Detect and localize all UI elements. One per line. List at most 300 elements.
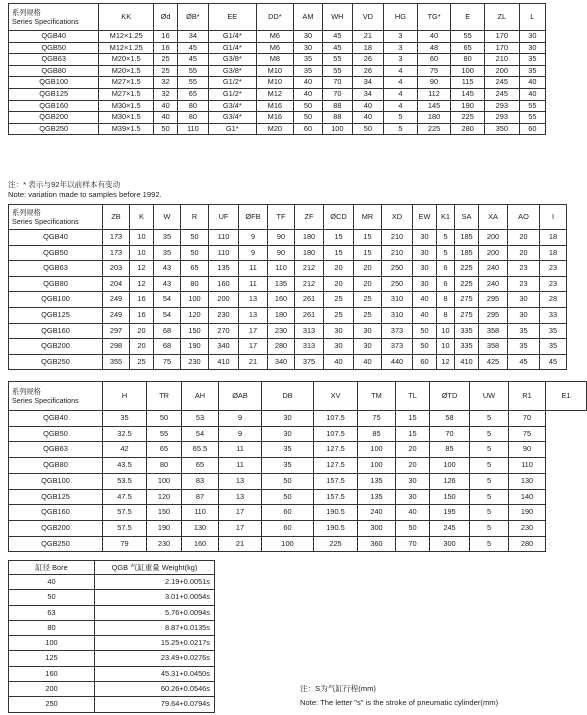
value-cell: M12×1.25 — [99, 31, 154, 43]
value-cell: 11 — [239, 276, 268, 292]
value-cell: 230 — [147, 536, 182, 552]
value-cell: M30×1.5 — [99, 112, 154, 124]
value-cell: 120 — [181, 307, 209, 323]
value-cell: G3/4* — [208, 112, 256, 124]
value-cell: 65 — [178, 88, 208, 100]
value-cell: 65 — [147, 442, 182, 458]
value-cell: 21 — [352, 31, 384, 43]
value-cell: M39×1.5 — [99, 123, 154, 135]
table2-col-header: W — [154, 205, 181, 230]
value-cell: 75 — [509, 426, 546, 442]
table3-col-header: AH — [182, 382, 219, 411]
value-cell: 4 — [384, 65, 418, 77]
value-cell: 83 — [182, 473, 219, 489]
value-cell: 150 — [430, 489, 470, 505]
table2-col-header: UF — [209, 205, 239, 230]
table2-col-header: AO — [508, 205, 540, 230]
model-cell: QGB250 — [9, 354, 103, 370]
value-cell: 4 — [384, 88, 418, 100]
value-cell: 425 — [479, 354, 508, 370]
table3-col-header: TM — [358, 382, 396, 411]
value-cell: M20×1.5 — [99, 65, 154, 77]
value-cell: 80 — [451, 54, 485, 66]
value-cell: 160 — [268, 292, 295, 308]
table1-col-header: VD — [352, 4, 384, 31]
value-cell: 9 — [239, 230, 268, 246]
value-cell: G3/8* — [208, 65, 256, 77]
value-cell: 53 — [182, 411, 219, 427]
value-cell: 30 — [396, 489, 430, 505]
table-row — [9, 54, 546, 66]
series-spec-header — [9, 382, 103, 411]
table2-col-header: XD — [382, 205, 413, 230]
value-cell: 5 — [470, 442, 509, 458]
table1-col-header: AM — [293, 4, 322, 31]
value-cell: G1* — [208, 123, 256, 135]
value-cell: 30 — [413, 276, 437, 292]
bore-cell: 40 — [9, 575, 95, 590]
table1-col-header: ZL — [484, 4, 519, 31]
table-row — [9, 31, 546, 43]
bore-header: 缸径 Bore — [9, 561, 95, 575]
value-cell: 30 — [508, 292, 540, 308]
value-cell: 204 — [103, 276, 130, 292]
value-cell: 110 — [209, 245, 239, 261]
value-cell: 135 — [209, 261, 239, 277]
value-cell: 70 — [396, 536, 430, 552]
value-cell: 60 — [262, 520, 314, 536]
value-cell: 10 — [437, 339, 455, 355]
table2-col-header: R — [181, 205, 209, 230]
dimension-table-2 — [8, 204, 567, 370]
weight-cell: 23.49+0.0276s — [95, 651, 215, 666]
table1-col-header: WH — [323, 4, 352, 31]
value-cell: 32 — [154, 88, 178, 100]
value-cell: 25 — [354, 292, 382, 308]
value-cell: 110 — [268, 261, 295, 277]
value-cell: 195 — [430, 505, 470, 521]
value-cell: 240 — [479, 261, 508, 277]
value-cell: 54 — [154, 307, 181, 323]
value-cell: 373 — [382, 323, 413, 339]
value-cell: G1/2* — [208, 88, 256, 100]
model-cell: QGB63 — [9, 261, 103, 277]
value-cell: 45 — [178, 54, 208, 66]
value-cell: 8 — [437, 307, 455, 323]
value-cell: 15 — [354, 245, 382, 261]
value-cell: 293 — [484, 100, 519, 112]
value-cell: 20 — [130, 339, 154, 355]
value-cell: 280 — [509, 536, 546, 552]
model-cell: QGB40 — [9, 230, 103, 246]
weight-cell: 2.19+0.0051s — [95, 575, 215, 590]
weight-header: QGB 气缸重量 Weight(kg) — [95, 561, 215, 575]
table1-col-header: TG* — [417, 4, 451, 31]
value-cell: 5 — [470, 473, 509, 489]
table1-col-header: Ød — [154, 4, 178, 31]
value-cell: 15 — [324, 230, 354, 246]
value-cell: 20 — [508, 230, 540, 246]
value-cell: 245 — [484, 88, 519, 100]
model-cell: QGB50 — [9, 245, 103, 261]
value-cell: 28 — [540, 292, 567, 308]
value-cell: 230 — [181, 354, 209, 370]
value-cell: 43 — [154, 276, 181, 292]
table-row — [9, 426, 587, 442]
table3-col-header: E1 — [546, 382, 587, 411]
value-cell: 180 — [417, 112, 451, 124]
weight-cell: 5.76+0.0094s — [95, 605, 215, 620]
model-cell: QGB125 — [9, 88, 99, 100]
value-cell: 110 — [209, 230, 239, 246]
value-cell: 157.5 — [314, 489, 358, 505]
value-cell: 80 — [178, 112, 208, 124]
value-cell: 55 — [519, 100, 545, 112]
value-cell: 57.5 — [103, 520, 147, 536]
value-cell: 100 — [147, 473, 182, 489]
value-cell: 40 — [413, 307, 437, 323]
bore-cell: 200 — [9, 682, 95, 697]
model-cell: QGB160 — [9, 505, 103, 521]
value-cell: 35 — [103, 411, 147, 427]
value-cell: 75 — [417, 65, 451, 77]
value-cell: 88 — [323, 100, 352, 112]
table-row — [9, 88, 546, 100]
value-cell: 25 — [324, 292, 354, 308]
weight-header-row — [9, 561, 215, 575]
value-cell: 50 — [262, 473, 314, 489]
value-cell: 50 — [147, 411, 182, 427]
value-cell: G3/8* — [208, 54, 256, 66]
bore-cell: 80 — [9, 620, 95, 635]
value-cell: M6 — [256, 42, 293, 54]
value-cell: 160 — [209, 276, 239, 292]
value-cell: 313 — [295, 339, 324, 355]
table1-col-header: EE — [208, 4, 256, 31]
model-cell: QGB63 — [9, 442, 103, 458]
value-cell: 190 — [509, 505, 546, 521]
value-cell: 16 — [130, 307, 154, 323]
table-row — [9, 123, 546, 135]
value-cell: 54 — [154, 292, 181, 308]
model-cell: QGB63 — [9, 54, 99, 66]
value-cell: 55 — [178, 65, 208, 77]
value-cell: 15 — [396, 426, 430, 442]
model-cell: QGB40 — [9, 411, 103, 427]
value-cell: 80 — [181, 276, 209, 292]
weight-cell: 79.64+0.0794s — [95, 697, 215, 712]
value-cell: 110 — [509, 458, 546, 474]
table-row — [9, 636, 215, 651]
value-cell: 180 — [295, 230, 324, 246]
value-cell: 65 — [182, 458, 219, 474]
value-cell: 55 — [147, 426, 182, 442]
value-cell: 20 — [130, 323, 154, 339]
series-spec-cn: 系列规格 — [12, 208, 41, 217]
value-cell: 18 — [352, 42, 384, 54]
value-cell: 20 — [324, 276, 354, 292]
value-cell: 340 — [268, 354, 295, 370]
value-cell: 335 — [455, 323, 479, 339]
value-cell: 23 — [508, 261, 540, 277]
table3-col-header: DB — [262, 382, 314, 411]
value-cell: 8 — [437, 292, 455, 308]
value-cell: 5 — [470, 505, 509, 521]
value-cell: 17 — [219, 520, 262, 536]
series-spec-en: Series Specifications — [12, 217, 79, 226]
value-cell: 313 — [295, 323, 324, 339]
table3-col-header: UW — [470, 382, 509, 411]
table-row — [9, 575, 215, 590]
value-cell: 200 — [209, 292, 239, 308]
table3-col-header: TL — [396, 382, 430, 411]
value-cell: 12 — [130, 261, 154, 277]
value-cell: 11 — [239, 261, 268, 277]
value-cell: 16 — [154, 31, 178, 43]
value-cell: 50 — [396, 520, 430, 536]
value-cell: 43.5 — [103, 458, 147, 474]
value-cell: 20 — [396, 458, 430, 474]
value-cell: 79 — [103, 536, 147, 552]
value-cell: M8 — [256, 54, 293, 66]
value-cell: 40 — [154, 100, 178, 112]
table-row — [9, 112, 546, 124]
value-cell: 18 — [540, 230, 567, 246]
value-cell: 80 — [178, 100, 208, 112]
table1-col-header: E — [451, 4, 485, 31]
value-cell: 30 — [396, 473, 430, 489]
model-cell: QGB125 — [9, 489, 103, 505]
model-cell: QGB160 — [9, 323, 103, 339]
value-cell: 6 — [437, 276, 455, 292]
value-cell: 170 — [484, 42, 519, 54]
value-cell: 13 — [219, 489, 262, 505]
value-cell: 173 — [103, 245, 130, 261]
value-cell: 34 — [352, 77, 384, 89]
value-cell: 85 — [358, 426, 396, 442]
value-cell: 145 — [417, 100, 451, 112]
value-cell: 20 — [354, 261, 382, 277]
value-cell: 40 — [352, 112, 384, 124]
value-cell: 358 — [479, 339, 508, 355]
value-cell: 45 — [540, 354, 567, 370]
value-cell: 23 — [508, 276, 540, 292]
value-cell: 15 — [396, 411, 430, 427]
value-cell: 173 — [103, 230, 130, 246]
value-cell: 50 — [352, 123, 384, 135]
value-cell: G3/4* — [208, 100, 256, 112]
value-cell: 60 — [417, 54, 451, 66]
value-cell: 90 — [509, 442, 546, 458]
value-cell: 35 — [154, 245, 181, 261]
value-cell: 10 — [437, 323, 455, 339]
value-cell: 40 — [396, 505, 430, 521]
value-cell: 10 — [130, 245, 154, 261]
value-cell: 212 — [295, 276, 324, 292]
table2-col-header: MR — [354, 205, 382, 230]
table1-col-header: HG — [384, 4, 418, 31]
value-cell: 135 — [358, 489, 396, 505]
model-cell: QGB200 — [9, 112, 99, 124]
value-cell: 16 — [130, 292, 154, 308]
value-cell: 85 — [430, 442, 470, 458]
value-cell: 107.5 — [314, 426, 358, 442]
value-cell: 130 — [182, 520, 219, 536]
value-cell: 210 — [484, 54, 519, 66]
value-cell: 55 — [178, 77, 208, 89]
value-cell: 12 — [130, 276, 154, 292]
model-cell: QGB160 — [9, 100, 99, 112]
value-cell: 127.5 — [314, 442, 358, 458]
value-cell: 190.5 — [314, 505, 358, 521]
table-row — [9, 536, 587, 552]
value-cell: 50 — [413, 339, 437, 355]
value-cell: M10 — [256, 65, 293, 77]
value-cell: 5 — [437, 245, 455, 261]
table2-col-header: ØFB — [239, 205, 268, 230]
value-cell: 6 — [437, 261, 455, 277]
value-cell: 298 — [103, 339, 130, 355]
value-cell: 110 — [182, 505, 219, 521]
value-cell: 160 — [182, 536, 219, 552]
value-cell: 90 — [417, 77, 451, 89]
model-cell: QGB50 — [9, 426, 103, 442]
value-cell: 100 — [430, 458, 470, 474]
table-row — [9, 520, 587, 536]
value-cell: 5 — [470, 520, 509, 536]
value-cell: M6 — [256, 31, 293, 43]
value-cell: 17 — [239, 323, 268, 339]
value-cell: 4 — [384, 100, 418, 112]
table1-col-header: ØB* — [178, 4, 208, 31]
value-cell: 87 — [182, 489, 219, 505]
value-cell: 225 — [417, 123, 451, 135]
value-cell: 30 — [519, 42, 545, 54]
value-cell: 50 — [181, 230, 209, 246]
weight-cell: 8.87+0.0135s — [95, 620, 215, 635]
value-cell: 33 — [540, 307, 567, 323]
value-cell: 50 — [413, 323, 437, 339]
table-row — [9, 620, 215, 635]
value-cell: 35 — [519, 54, 545, 66]
value-cell: 3 — [384, 42, 418, 54]
value-cell: 65.5 — [182, 442, 219, 458]
value-cell: 32.5 — [103, 426, 147, 442]
value-cell: 16 — [154, 42, 178, 54]
value-cell: 180 — [268, 307, 295, 323]
value-cell: 40 — [417, 31, 451, 43]
table3-col-header: XV — [314, 382, 358, 411]
bore-cell: 63 — [9, 605, 95, 620]
weight-cell: 60.26+0.0546s — [95, 682, 215, 697]
value-cell: 245 — [430, 520, 470, 536]
value-cell: 40 — [519, 88, 545, 100]
value-cell: 50 — [262, 489, 314, 505]
value-cell: 212 — [295, 261, 324, 277]
table3-col-header: TR — [147, 382, 182, 411]
value-cell: 355 — [103, 354, 130, 370]
value-cell: 190.5 — [314, 520, 358, 536]
value-cell: 88 — [323, 112, 352, 124]
value-cell: 34 — [178, 31, 208, 43]
value-cell: 21 — [239, 354, 268, 370]
value-cell: 35 — [154, 230, 181, 246]
dimension-table-3 — [8, 381, 587, 552]
value-cell: 23 — [540, 276, 567, 292]
value-cell: 13 — [239, 292, 268, 308]
model-cell: QGB250 — [9, 123, 99, 135]
note-star-cn: 注：* 表示与92年以前样本有变动 — [8, 180, 121, 189]
value-cell: 295 — [479, 292, 508, 308]
value-cell: M10 — [256, 77, 293, 89]
value-cell: 58 — [430, 411, 470, 427]
value-cell: M27×1.5 — [99, 77, 154, 89]
value-cell: 150 — [147, 505, 182, 521]
value-cell: 60 — [413, 354, 437, 370]
series-spec-cn: 系列规格 — [12, 387, 41, 396]
value-cell: 360 — [358, 536, 396, 552]
table2-col-header: EW — [413, 205, 437, 230]
value-cell: 40 — [354, 354, 382, 370]
note-stroke-cn: 注：S为气缸行程(mm) — [300, 684, 376, 693]
model-cell: QGB200 — [9, 339, 103, 355]
table-row — [9, 473, 587, 489]
value-cell: 35 — [293, 65, 322, 77]
table2-col-header: K1 — [437, 205, 455, 230]
value-cell: 225 — [455, 261, 479, 277]
series-spec-en: Series Specifications — [12, 396, 79, 405]
value-cell: 5 — [470, 426, 509, 442]
series-spec-header — [9, 205, 103, 230]
value-cell: 30 — [413, 245, 437, 261]
value-cell: 40 — [154, 112, 178, 124]
value-cell: 150 — [181, 323, 209, 339]
table-row — [9, 100, 546, 112]
bore-cell: 250 — [9, 697, 95, 712]
value-cell: 43 — [154, 261, 181, 277]
value-cell: 249 — [103, 292, 130, 308]
value-cell: 190 — [451, 100, 485, 112]
value-cell: 34 — [352, 88, 384, 100]
value-cell: 340 — [209, 339, 239, 355]
value-cell: 126 — [430, 473, 470, 489]
value-cell: 13 — [219, 473, 262, 489]
value-cell: 21 — [219, 536, 262, 552]
value-cell: 35 — [519, 65, 545, 77]
value-cell: 35 — [262, 442, 314, 458]
model-cell: QGB80 — [9, 65, 99, 77]
value-cell: 75 — [154, 354, 181, 370]
table2-col-header: ZF — [295, 205, 324, 230]
value-cell: 5 — [470, 411, 509, 427]
value-cell: 70 — [323, 77, 352, 89]
value-cell: 249 — [103, 307, 130, 323]
value-cell: 11 — [219, 442, 262, 458]
value-cell: 115 — [451, 77, 485, 89]
value-cell: 40 — [293, 77, 322, 89]
table-row — [9, 323, 567, 339]
table3-col-header: ØAB — [219, 382, 262, 411]
value-cell: 25 — [154, 54, 178, 66]
value-cell: 240 — [358, 505, 396, 521]
value-cell: 107.5 — [314, 411, 358, 427]
model-cell: QGB100 — [9, 77, 99, 89]
value-cell: 13 — [239, 307, 268, 323]
table1-col-header: KK — [99, 4, 154, 31]
value-cell: 4 — [384, 77, 418, 89]
value-cell: 5 — [384, 112, 418, 124]
value-cell: 225 — [314, 536, 358, 552]
